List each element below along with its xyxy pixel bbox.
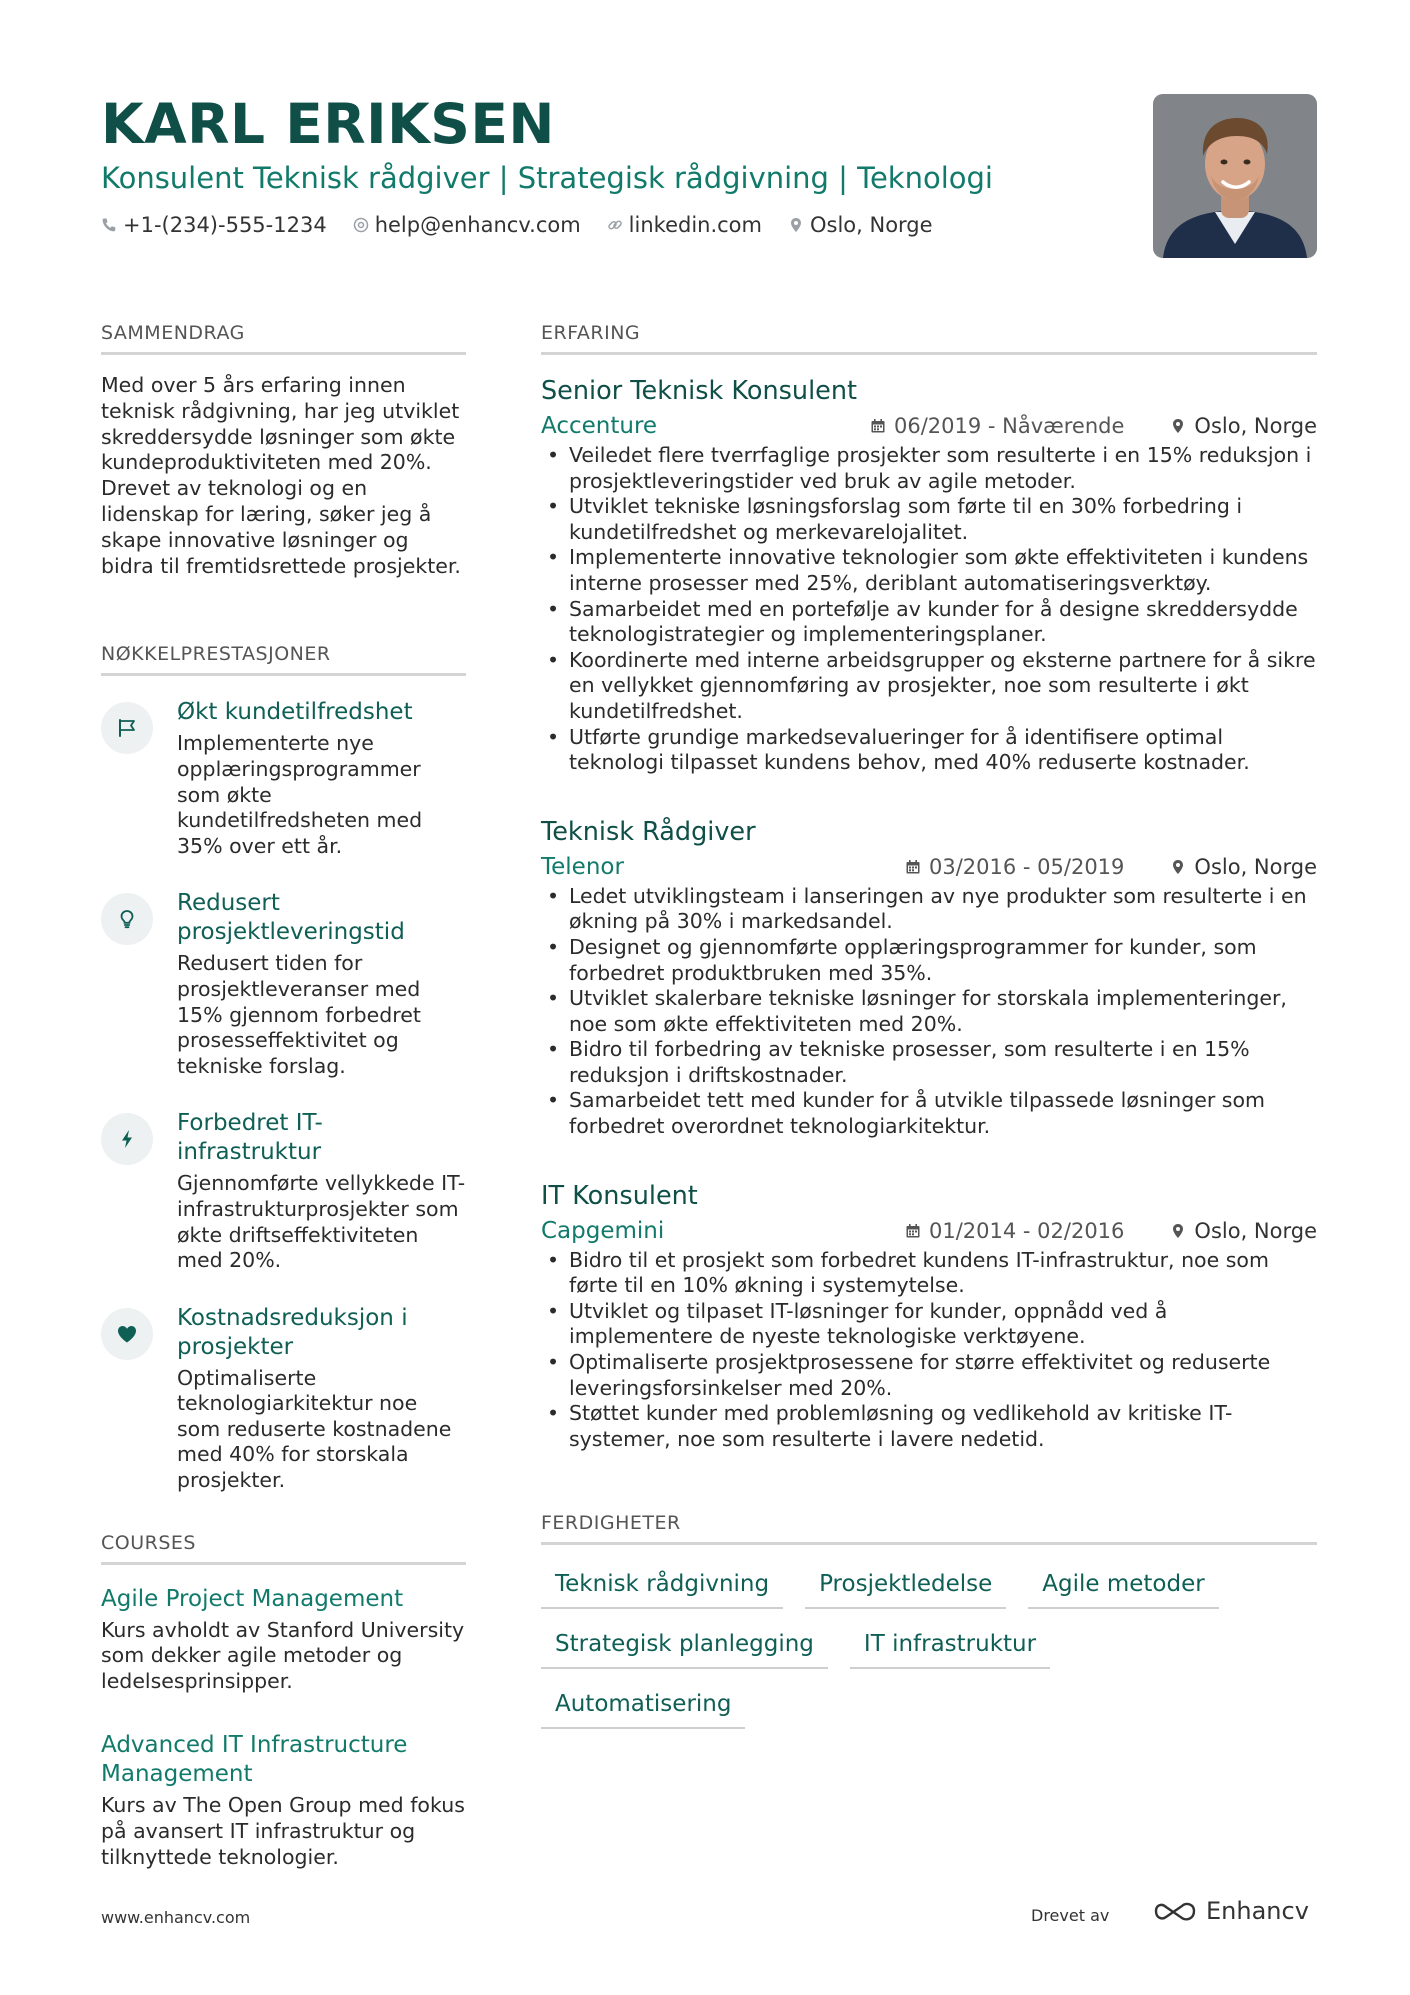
skills-list xyxy=(541,1567,1241,1729)
at-icon xyxy=(353,217,369,233)
achievement-title: Kostnadsreduksjon i prosjekter xyxy=(177,1304,408,1360)
phone-icon xyxy=(101,217,117,233)
skill-tag: Prosjektledelse xyxy=(805,1567,1006,1609)
contact-phone[interactable] xyxy=(101,210,327,240)
candidate-name: KARL ERIKSEN xyxy=(101,92,555,156)
candidate-headline: Konsulent Teknisk rådgiver | Strategisk rådgivning | Teknologi xyxy=(101,161,993,195)
job-bullet: • Utviklet tekniske løsningsforslag som førte til en 30% forbedring i kundetilfredshet og merkevarelojalitet. xyxy=(541,494,1317,545)
summary-heading: SAMMENDRAG xyxy=(101,320,466,355)
flag-icon xyxy=(116,717,138,739)
achievement-title: Økt kundetilfredshet xyxy=(177,699,413,726)
experience-section xyxy=(541,320,1317,1452)
calendar-icon xyxy=(905,1223,921,1239)
skill-tag: Strategisk planlegging xyxy=(541,1627,828,1669)
job-title: IT Konsulent xyxy=(541,1180,698,1211)
skills-section xyxy=(541,1510,1317,1729)
job-company: Capgemini xyxy=(541,1217,665,1244)
job-bullet: • Utførte grundige markedsevalueringer for å identifisere optimal teknologi tilpasset kundens behov, med 40% reduserte kostnader. xyxy=(541,725,1317,776)
skills-heading: FERDIGHETER xyxy=(541,1510,1317,1545)
courses-section xyxy=(101,1530,466,1871)
resume-header xyxy=(101,92,1151,240)
calendar-icon xyxy=(905,859,921,875)
enhancv-logo-icon xyxy=(1152,1898,1198,1924)
job-entry xyxy=(541,816,1317,1140)
achievement-icon-badge xyxy=(101,1308,153,1360)
contact-phone-text: +1-(234)-555-1234 xyxy=(123,213,327,237)
location-pin-icon xyxy=(1170,1223,1186,1239)
job-bullet: • Støttet kunder med problemløsning og vedlikehold av kritiske IT-systemer, noe som resulterte i lavere nedetid. xyxy=(541,1401,1317,1452)
achievement-icon-badge xyxy=(101,1113,153,1165)
enhancv-logo[interactable] xyxy=(1152,1897,1309,1925)
achievements-section xyxy=(101,641,466,1493)
achievement-description: Redusert tiden for prosjektleveranser med 15% gjennom forbedret prosesseffektivitet og tekniske forslag. xyxy=(177,951,421,1078)
achievement-title: Redusert prosjektleveringstid xyxy=(177,890,405,946)
achievement-item xyxy=(101,1109,466,1273)
job-bullet: • Samarbeidet med en portefølje av kunder for å designe skreddersydde teknologistrategier og implementeringsplaner. xyxy=(541,597,1317,648)
job-entry xyxy=(541,1180,1317,1453)
contact-location xyxy=(788,210,933,240)
course-item xyxy=(101,1731,466,1870)
job-bullet: • Implementerte innovative teknologier som økte effektiviteten i kundens interne prosesser med 25%, deriblant automatiseringsverktøy. xyxy=(541,545,1317,596)
job-bullet: • Optimaliserte prosjektprosessene for større effektivitet og reduserte leveringsforsinkelser med 20%. xyxy=(541,1350,1317,1401)
job-bullet: • Samarbeidet tett med kunder for å utvikle tilpassede løsninger som forbedret overordnet teknologiarkitektur. xyxy=(541,1088,1317,1139)
heart-icon xyxy=(115,1322,139,1346)
job-bullet: • Bidro til forbedring av tekniske prosesser, som resulterte i en 15% reduksjon i driftskostnader. xyxy=(541,1037,1317,1088)
achievement-icon-badge xyxy=(101,702,153,754)
job-bullet: • Veiledet flere tverrfaglige prosjekter som resulterte i en 15% reduksjon i prosjektleveringstider ved bruk av agile metoder. xyxy=(541,443,1317,494)
summary-section xyxy=(101,320,466,579)
achievement-description: Implementerte nye opplæringsprogrammer som økte kundetilfredsheten med 35% over ett år. xyxy=(177,731,423,858)
contact-linkedin[interactable] xyxy=(607,210,762,240)
skill-tag: Teknisk rådgivning xyxy=(541,1567,783,1609)
contact-email-text: help@enhancv.com xyxy=(374,213,581,237)
job-dates: 06/2019 - Nåværende xyxy=(893,414,1125,438)
summary-text: Med over 5 års erfaring innen teknisk rådgivning, har jeg utviklet skreddersydde løsninger som økte kundeproduktiviteten med 20%. Drevet av teknologi og en lidenskap for læring, søker jeg å skape innovative løsninger og bidra til fremtidsrettede prosjekter. xyxy=(101,373,461,578)
job-dates: 03/2016 - 05/2019 xyxy=(929,854,1125,879)
job-bullet: • Utviklet skalerbare tekniske løsninger for storskala implementeringer, noe som økte effektiviteten med 20%. xyxy=(541,986,1317,1037)
job-bullet: • Bidro til et prosjekt som forbedret kundens IT-infrastruktur, noe som førte til en 10% økning i systemytelse. xyxy=(541,1248,1317,1299)
course-description: Kurs avholdt av Stanford University som dekker agile metoder og ledelsesprinsipper. xyxy=(101,1617,465,1694)
bolt-icon xyxy=(116,1128,138,1150)
job-entry xyxy=(541,375,1317,776)
location-pin-icon xyxy=(788,217,804,233)
achievement-description: Optimaliserte teknologiarkitektur noe som reduserte kostnadene med 40% for storskala prosjekter. xyxy=(177,1365,452,1493)
link-icon xyxy=(607,217,623,233)
job-dates: 01/2014 - 02/2016 xyxy=(929,1218,1125,1243)
achievement-icon-badge xyxy=(101,893,153,945)
course-title: Advanced IT Infrastructure Management xyxy=(101,1732,408,1788)
job-bullet: • Ledet utviklingsteam i lanseringen av nye produkter som resulterte i en økning på 30% i markedsandel. xyxy=(541,884,1317,935)
footer-powered-by: Drevet av xyxy=(1031,1906,1110,1925)
calendar-icon xyxy=(870,418,886,434)
courses-heading: COURSES xyxy=(101,1530,466,1565)
profile-photo xyxy=(1153,94,1317,258)
contact-location-text: Oslo, Norge xyxy=(809,213,933,237)
job-title: Teknisk Rådgiver xyxy=(541,816,756,847)
skill-tag: Automatisering xyxy=(541,1687,745,1729)
skill-tag: IT infrastruktur xyxy=(850,1627,1050,1669)
lightbulb-icon xyxy=(116,908,138,930)
job-bullet: • Utviklet og tilpaset IT-løsninger for kunder, oppnådd ved å implementere de nyeste teknologiske verktøyene. xyxy=(541,1299,1317,1350)
job-title: Senior Teknisk Konsulent xyxy=(541,376,858,406)
location-pin-icon xyxy=(1170,418,1186,434)
right-column xyxy=(541,320,1317,1729)
footer-url[interactable]: www.enhancv.com xyxy=(101,1908,251,1927)
job-location: Oslo, Norge xyxy=(1194,1218,1317,1243)
achievement-item xyxy=(101,889,466,1079)
job-bullets xyxy=(541,884,1317,1140)
skill-tag: Agile metoder xyxy=(1028,1567,1218,1609)
job-bullet: • Koordinerte med interne arbeidsgrupper og eksterne partnere for å sikre en vellykket gjennomføring av prosjekter, noe som resulterte i økt kundetilfredshet. xyxy=(541,648,1317,725)
job-bullets xyxy=(541,1248,1317,1453)
job-location: Oslo, Norge xyxy=(1194,854,1317,879)
job-location: Oslo, Norge xyxy=(1194,414,1317,438)
contact-linkedin-text: linkedin.com xyxy=(628,213,762,237)
location-pin-icon xyxy=(1170,859,1186,875)
course-title: Agile Project Management xyxy=(101,1585,404,1612)
left-column xyxy=(101,320,466,1870)
job-company: Accenture xyxy=(541,413,658,439)
achievement-title: Forbedret IT-infrastruktur xyxy=(177,1110,323,1166)
achievements-heading: NØKKELPRESTASJONER xyxy=(101,641,466,676)
contact-email[interactable] xyxy=(353,210,581,240)
job-bullets xyxy=(541,443,1317,776)
achievement-item xyxy=(101,698,466,859)
job-company: Telenor xyxy=(541,853,624,880)
achievement-description: Gjennomførte vellykkede IT-infrastrukturprosjekter som økte driftseffektiviteten med 20%. xyxy=(177,1171,466,1273)
avatar xyxy=(1153,94,1317,258)
achievement-item xyxy=(101,1304,466,1494)
course-item xyxy=(101,1585,466,1695)
contact-bar xyxy=(101,210,1151,240)
job-bullet: • Designet og gjennomførte opplæringsprogrammer for kunder, som forbedret produktbruken med 35%. xyxy=(541,935,1317,986)
enhancv-logo-text: Enhancv xyxy=(1206,1897,1309,1925)
course-description: Kurs av The Open Group med fokus på avansert IT infrastruktur og tilknyttede teknologier. xyxy=(101,1793,465,1869)
experience-heading: ERFARING xyxy=(541,320,1317,355)
